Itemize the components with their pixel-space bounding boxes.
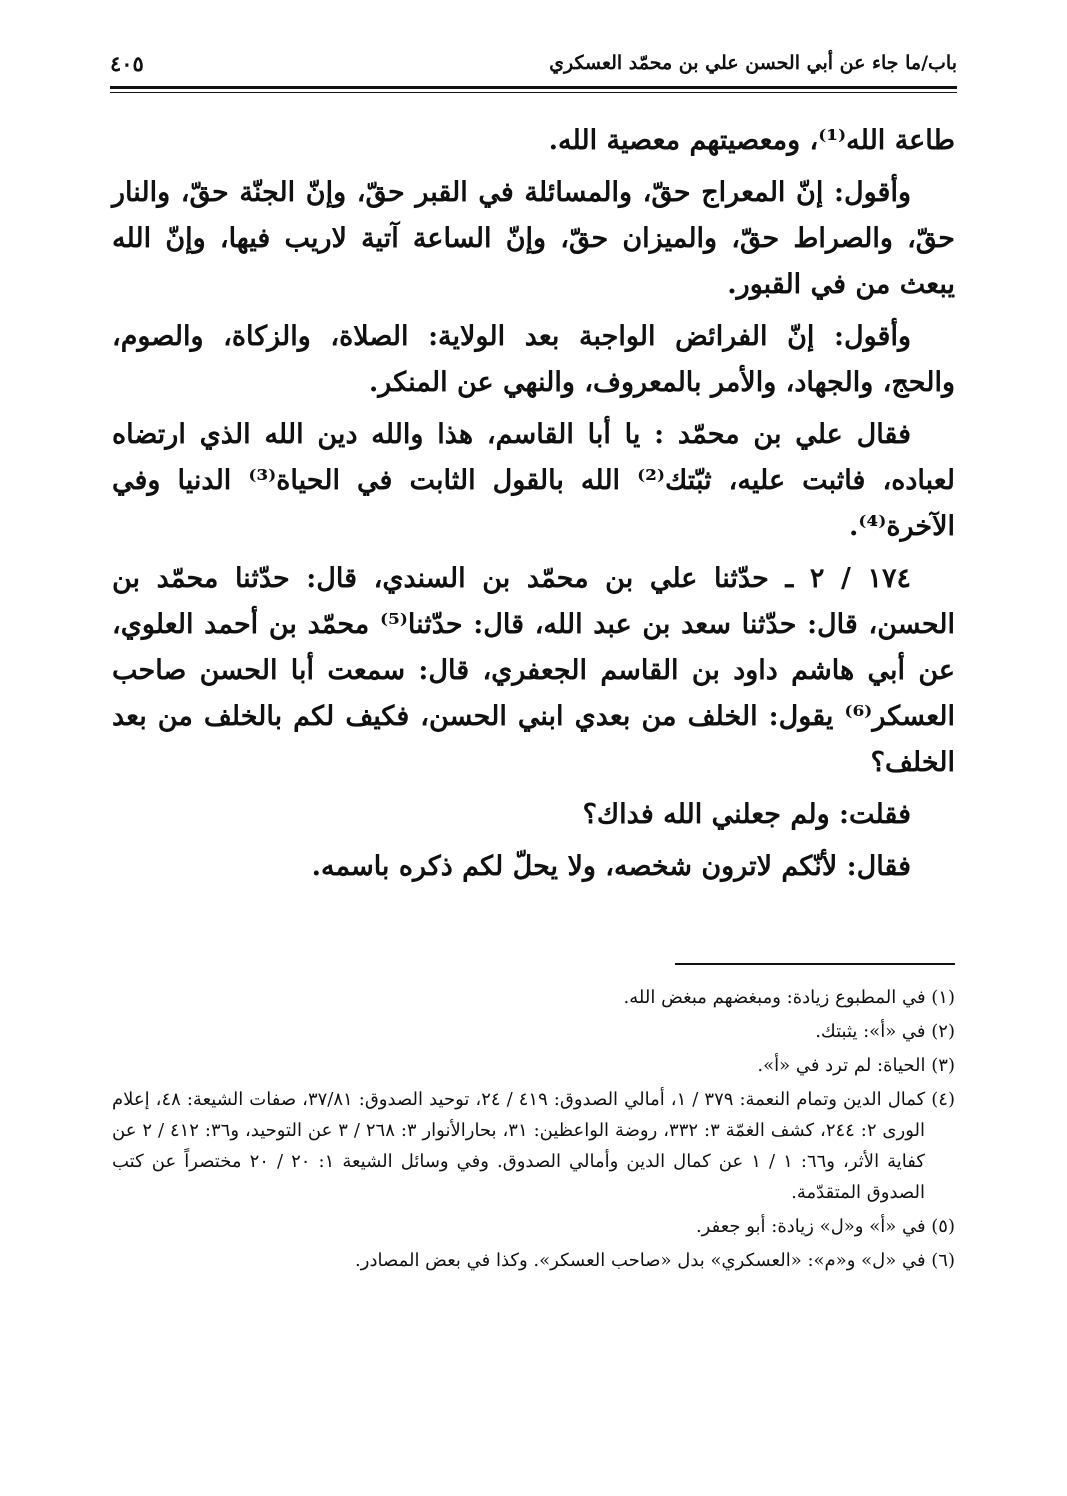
footnote: (٢) في «أ»: يثبتك. (815, 1021, 955, 1042)
paragraph: فقال علي بن محمّد : يا أبا القاسم، هذا والله دين الله الذي ارتضاه لعباده، فاثبت عليه، ثبّتك⁽²⁾ الله بالقول الثابت في الحياة⁽³⁾ الدنيا وفي الآخرة⁽⁴⁾. (112, 419, 955, 542)
paragraph: وأقول: إنّ الفرائض الواجبة بعد الولاية: الصلاة، والزكاة، والصوم، والحج، والجهاد، والأمر بالمعروف، والنهي عن المنكر. (112, 321, 955, 398)
running-title: باب/ما جاء عن أبي الحسن علي بن محمّد العسكري (549, 52, 957, 74)
page-number: ٤٠٥ (110, 50, 144, 76)
footnote: (٣) الحياة: لم ترد في «أ». (757, 1055, 955, 1076)
header-rule-thick (110, 86, 957, 89)
paragraph: طاعة الله⁽¹⁾، ومعصيتهم معصية الله. (548, 125, 955, 156)
main-text (112, 118, 955, 896)
paragraph: فقلت: ولم جعلني الله فداك؟ (582, 799, 911, 830)
paragraph: ١٧٤ / ٢ ـ حدّثنا علي بن محمّد بن السندي، قال: حدّثنا محمّد بن الحسن، قال: حدّثنا سعد بن عبد الله، قال: حدّثنا⁽⁵⁾ محمّد بن أحمد العلوي، عن أبي هاشم داود بن القاسم الجعفري، قال: سمعت أبا الحسن صاحب العسكر⁽⁶⁾ يقول: الخلف من بعدي ابني الحسن، فكيف لكم بالخلف من بعد الخلف؟ (112, 563, 955, 778)
footnotes (112, 982, 955, 1279)
paragraph: فقال: لأنّكم لاترون شخصه، ولا يحلّ لكم ذكره باسمه. (311, 851, 911, 882)
footnote-separator (675, 963, 955, 965)
footnote: (٤) كمال الدين وتمام النعمة: ٣٧٩ / ١، أمالي الصدوق: ٤١٩ / ٢٤، توحيد الصدوق: ٣٧/٨١، صفات الشيعة: ٤٨، إعلام الورى ٢: ٢٤٤، كشف الغمّة ٣: ٣٣٢، روضة الواعظين: ٣١، بحارالأنوار ٣: ٢٦٨ / ٣ عن التوحيد، و٣٦: ٤١٢ / ٢ عن كفاية الأثر، و٦٦: ١ / ١ عن كمال الدين وأمالي الصدوق. وفي وسائل الشيعة ١: ٢٠ / ٢٠ مختصراً عن كتب الصدوق المتقدّمة. (112, 1089, 955, 1203)
footnote: (١) في المطبوع زيادة: ومبغضهم مبغض الله. (623, 987, 955, 1008)
footnote: (٥) في «أ» و«ل» زيادة: أبو جعفر. (695, 1216, 955, 1237)
header-rule-thin (110, 92, 957, 93)
footnote: (٦) في «ل» و«م»: «العسكري» بدل «صاحب العسكر». وكذا في بعض المصادر. (355, 1250, 955, 1271)
page-header (110, 40, 957, 86)
paragraph: وأقول: إنّ المعراج حقّ، والمسائلة في القبر حقّ، وإنّ الجنّة حقّ، والنار حقّ، والصراط حقّ، والميزان حقّ، وإنّ الساعة آتية لاريب فيها، وإنّ الله يبعث من في القبور. (112, 177, 955, 300)
